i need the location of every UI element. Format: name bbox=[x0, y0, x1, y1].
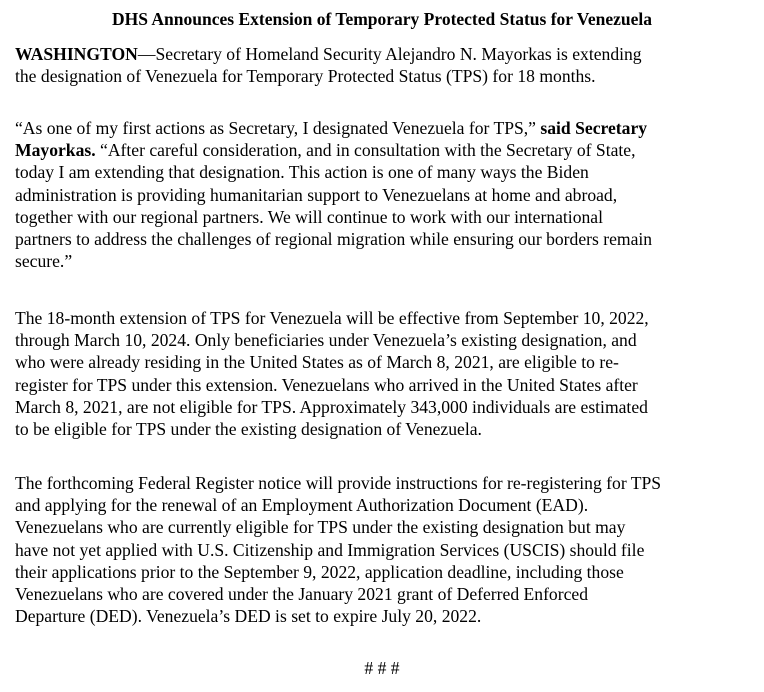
quote-line-4: administration is providing humanitarian support to Venezuelans at home and abroad, bbox=[15, 184, 618, 205]
quote-line-6: partners to address the challenges of regional migration while ensuring our borders remain bbox=[15, 229, 653, 250]
extension-line: register for TPS under this extension. Venezuelans who arrived in the United States after bbox=[15, 374, 638, 395]
quote-attribution-1: said Secretary bbox=[535, 118, 648, 138]
quote-paragraph bbox=[15, 117, 755, 272]
extension-line: to be eligible for TPS under the existing designation of Venezuela. bbox=[15, 419, 482, 440]
register-line: Venezuelans who are currently eligible for TPS under the existing designation but may bbox=[15, 517, 626, 538]
register-line: their applications prior to the September 9, 2022, application deadline, including those bbox=[15, 561, 624, 582]
end-mark: # # # bbox=[364, 658, 400, 678]
quote-line-2 bbox=[15, 139, 755, 161]
quote-text-1: “As one of my first actions as Secretary, I designated Venezuela for TPS,” bbox=[15, 118, 536, 138]
register-line: and applying for the renewal of an Employment Authorization Document (EAD). bbox=[15, 495, 589, 516]
register-line: have not yet applied with U.S. Citizenship and Immigration Services (USCIS) should file bbox=[15, 539, 645, 560]
intro-line-2: the designation of Venezuela for Temporary Protected Status (TPS) for 18 months. bbox=[15, 66, 596, 87]
quote-line-3: today I am extending that designation. This action is one of many ways the Biden bbox=[15, 162, 589, 183]
extension-line: through March 10, 2024. Only beneficiaries under Venezuela’s existing designation, and bbox=[15, 330, 637, 351]
extension-line: March 8, 2021, are not eligible for TPS. Approximately 343,000 individuals are estimated bbox=[15, 396, 648, 417]
register-paragraph bbox=[15, 472, 755, 627]
register-line: Departure (DED). Venezuela’s DED is set to expire July 20, 2022. bbox=[15, 606, 482, 627]
quote-line-7: secure.” bbox=[15, 251, 73, 272]
quote-text-2: “After careful consideration, and in consultation with the Secretary of State, bbox=[95, 140, 636, 161]
extension-paragraph bbox=[15, 307, 755, 440]
extension-line: who were already residing in the United States as of March 8, 2021, are eligible to re- bbox=[15, 352, 619, 373]
intro-line-1 bbox=[15, 43, 755, 65]
intro-paragraph bbox=[15, 43, 755, 87]
intro-text-1: —Secretary of Homeland Security Alejandro N. Mayorkas is extending bbox=[137, 44, 642, 64]
dateline: WASHINGTON bbox=[15, 44, 138, 64]
quote-line-1 bbox=[15, 117, 755, 139]
register-line: Venezuelans who are covered under the January 2021 grant of Deferred Enforced bbox=[15, 584, 588, 605]
extension-line: The 18-month extension of TPS for Venezuela will be effective from September 10, 2022, bbox=[15, 308, 649, 328]
register-line: The forthcoming Federal Register notice will provide instructions for re-registering for TPS bbox=[15, 473, 662, 493]
page-title: DHS Announces Extension of Temporary Protected Status for Venezuela bbox=[112, 9, 652, 29]
quote-attribution-2: Mayorkas. bbox=[15, 140, 96, 161]
quote-line-5: together with our regional partners. We will continue to work with our international bbox=[15, 206, 603, 227]
